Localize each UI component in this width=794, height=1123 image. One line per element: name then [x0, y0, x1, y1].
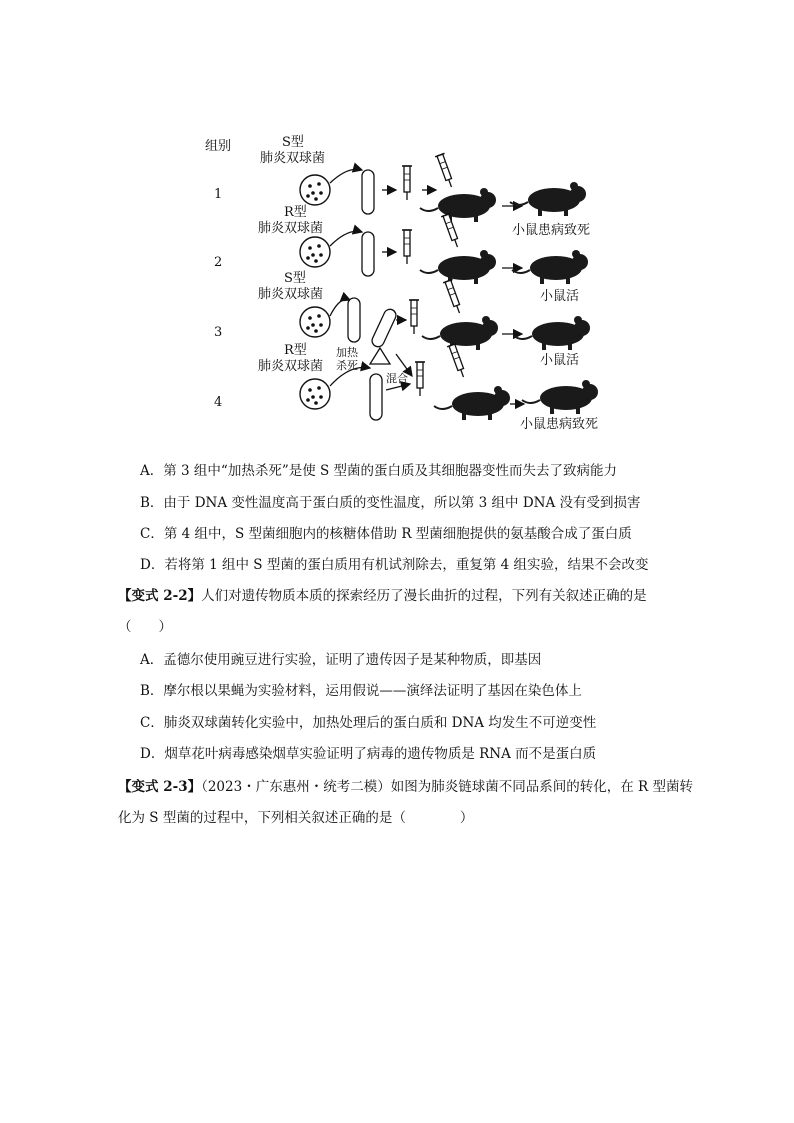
dead-mouse-icon	[510, 182, 586, 216]
test-tube-icon	[362, 232, 374, 276]
live-mouse-icon	[512, 250, 588, 284]
r-bacteria-dish-icon	[300, 379, 330, 409]
q2-option-d: D．烟草花叶病毒感染烟草实验证明了病毒的遗传物质是 RNA 而不是蛋白质	[140, 746, 597, 762]
r-type-label-1: R型	[284, 205, 307, 220]
experiment-diagram	[200, 128, 620, 438]
result-3: 小鼠活	[540, 353, 580, 368]
s-bacteria-label-1: 肺炎双球菌	[260, 151, 326, 166]
syringe-icon	[435, 153, 456, 188]
mouse-icon	[422, 316, 498, 350]
q3-stem-line-2: 化为 S 型菌的过程中，下列相关叙述正确的是（ ）	[118, 810, 474, 826]
syringe-icon	[402, 230, 412, 264]
tilted-tube-icon	[370, 307, 398, 348]
q1-option-d: D．若将第 1 组中 S 型菌的蛋白质用有机试剂除去，重复第 4 组实验，结果不会改变	[140, 557, 649, 573]
r-type-label-2: R型	[284, 343, 307, 358]
s-type-label-2: S型	[284, 271, 306, 286]
q3-stem-line-1	[118, 777, 693, 797]
syringe-icon	[443, 279, 464, 314]
mouse-icon	[434, 386, 510, 420]
test-tube-icon	[370, 374, 382, 420]
r-bacteria-label-1: 肺炎双球菌	[258, 221, 324, 236]
burner-icon	[370, 348, 390, 364]
syringe-icon	[402, 166, 412, 200]
r-bacteria-label-2: 肺炎双球菌	[258, 359, 324, 374]
s-bacteria-dish-icon	[300, 175, 330, 205]
dead-mouse-icon	[522, 380, 598, 414]
q3-tag: 【变式 2-3】	[118, 779, 202, 795]
group-number-4: 4	[214, 395, 223, 410]
group-number-2: 2	[214, 255, 223, 270]
group-number-3: 3	[214, 325, 223, 340]
q2-option-a: A．孟德尔使用豌豆进行实验，证明了遗传因子是某种物质，即基因	[140, 652, 542, 668]
q2-stem-text: 人们对遗传物质本质的探索经历了漫长曲折的过程，下列有关叙述正确的是	[201, 588, 647, 604]
result-1: 小鼠患病致死	[512, 223, 591, 238]
heat-label-2: 杀死	[336, 359, 358, 372]
result-2: 小鼠活	[540, 289, 580, 304]
live-mouse-icon	[514, 316, 590, 350]
q2-option-c: C．肺炎双球菌转化实验中，加热处理后的蛋白质和 DNA 均发生不可逆变性	[140, 715, 597, 731]
mouse-icon	[420, 188, 496, 222]
group-header: 组别	[205, 139, 232, 154]
result-4: 小鼠患病致死	[520, 417, 599, 432]
test-tube-icon	[362, 170, 374, 214]
test-tube-icon	[348, 298, 360, 342]
syringe-icon	[409, 300, 419, 334]
q2-tag: 【变式 2-2】	[118, 588, 202, 604]
s-bacteria-label-2: 肺炎双球菌	[258, 287, 324, 302]
q2-option-b: B．摩尔根以果蝇为实验材料，运用假说——演绎法证明了基因在染色体上	[140, 683, 582, 699]
griffith-experiment-figure	[200, 128, 620, 438]
q3-stem-text-1: （2023・广东惠州・统考二模）如图为肺炎链球菌不同品系间的转化，在 R 型菌转	[201, 779, 693, 795]
group-number-1: 1	[214, 187, 223, 202]
heat-label-1: 加热	[336, 346, 358, 359]
syringe-icon	[447, 343, 468, 378]
q2-stem	[118, 586, 647, 606]
s-bacteria-dish-icon	[300, 307, 330, 337]
mix-label: 混合	[386, 372, 408, 385]
q1-option-b: B．由于 DNA 变性温度高于蛋白质的变性温度，所以第 3 组中 DNA 没有受到损害	[140, 495, 641, 511]
q1-option-c: C．第 4 组中，S 型菌细胞内的核糖体借助 R 型菌细胞提供的氨基酸合成了蛋白质	[140, 526, 632, 542]
syringe-icon	[415, 362, 425, 396]
q1-option-a: A．第 3 组中“加热杀死”是使 S 型菌的蛋白质及其细胞器变性而失去了致病能力	[140, 463, 618, 479]
mouse-icon	[420, 250, 496, 284]
q2-answer-paren: （ ）	[118, 619, 172, 635]
s-type-label-1: S型	[282, 135, 304, 150]
r-bacteria-dish-icon	[300, 237, 330, 267]
